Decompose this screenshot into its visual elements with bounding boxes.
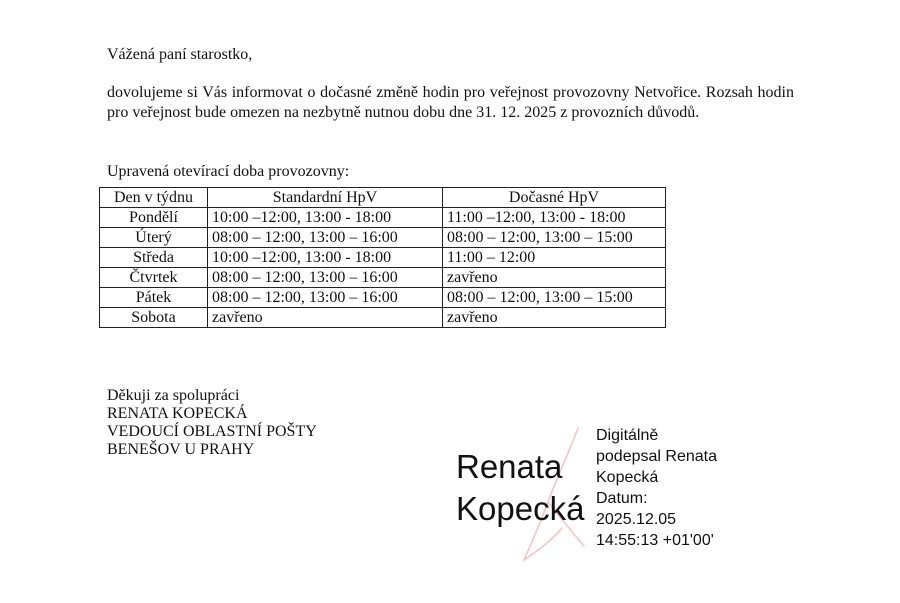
day-cell: Pondělí [100,208,208,228]
standard-hours-cell: 10:00 –12:00, 13:00 - 18:00 [208,248,443,268]
signer-location: BENEŠOV U PRAHY [107,441,255,458]
standard-hours-cell: 08:00 – 12:00, 13:00 – 16:00 [208,288,443,308]
table-row [100,268,666,288]
day-cell: Středa [100,248,208,268]
header-standard-hours: Standardní HpV [208,188,443,208]
signature-info-line: Datum: [596,490,648,507]
signature-time: 14:55:13 +01'00' [596,532,714,549]
table-row [100,288,666,308]
standard-hours-cell: 10:00 –12:00, 13:00 - 18:00 [208,208,443,228]
standard-hours-cell: 08:00 – 12:00, 13:00 – 16:00 [208,228,443,248]
temporary-hours-cell: 08:00 – 12:00, 13:00 – 15:00 [443,228,666,248]
table-row [100,248,666,268]
signature-info [596,425,717,551]
temporary-hours-cell: 08:00 – 12:00, 13:00 – 15:00 [443,288,666,308]
signer-position: VEDOUCÍ OBLASTNÍ POŠTY [107,423,317,440]
closing-block [107,387,317,459]
signature-name [456,446,584,530]
signature-name-last: Kopecká [456,490,585,527]
closing-thanks: Děkuji za spolupráci [107,387,240,404]
hours-intro: Upravená otevírací doba provozovny: [107,163,350,180]
day-cell: Sobota [100,308,208,328]
table-row [100,308,666,328]
standard-hours-cell: zavřeno [208,308,443,328]
signature-info-line: Kopecká [596,469,659,486]
signature-info-line: Digitálně [596,427,659,444]
standard-hours-cell: 08:00 – 12:00, 13:00 – 16:00 [208,268,443,288]
header-day: Den v týdnu [100,188,208,208]
letter-body: dovolujeme si Vás informovat o dočasné změně hodin pro veřejnost provozovny Netvořice. Rozsah hodin pro veřejnost bude omezen na nezbytně nutnou dobu dne 31. 12. 2025 z provozních důvodů. [107,84,794,121]
table-header-row [100,188,666,208]
temporary-hours-cell: zavřeno [443,308,666,328]
table-row [100,228,666,248]
signature-name-first: Renata [456,448,563,485]
day-cell: Úterý [100,228,208,248]
signature-date: 2025.12.05 [596,511,677,528]
temporary-hours-cell: 11:00 –12:00, 13:00 - 18:00 [443,208,666,228]
temporary-hours-cell: 11:00 – 12:00 [443,248,666,268]
opening-hours-table [99,187,666,328]
table-row [100,208,666,228]
signature-info-line: podepsal Renata [596,448,717,465]
signer-name: RENATA KOPECKÁ [107,405,248,422]
letter-greeting: Vážená paní starostko, [107,46,253,63]
day-cell: Pátek [100,288,208,308]
day-cell: Čtvrtek [100,268,208,288]
temporary-hours-cell: zavřeno [443,268,666,288]
header-temporary-hours: Dočasné HpV [443,188,666,208]
